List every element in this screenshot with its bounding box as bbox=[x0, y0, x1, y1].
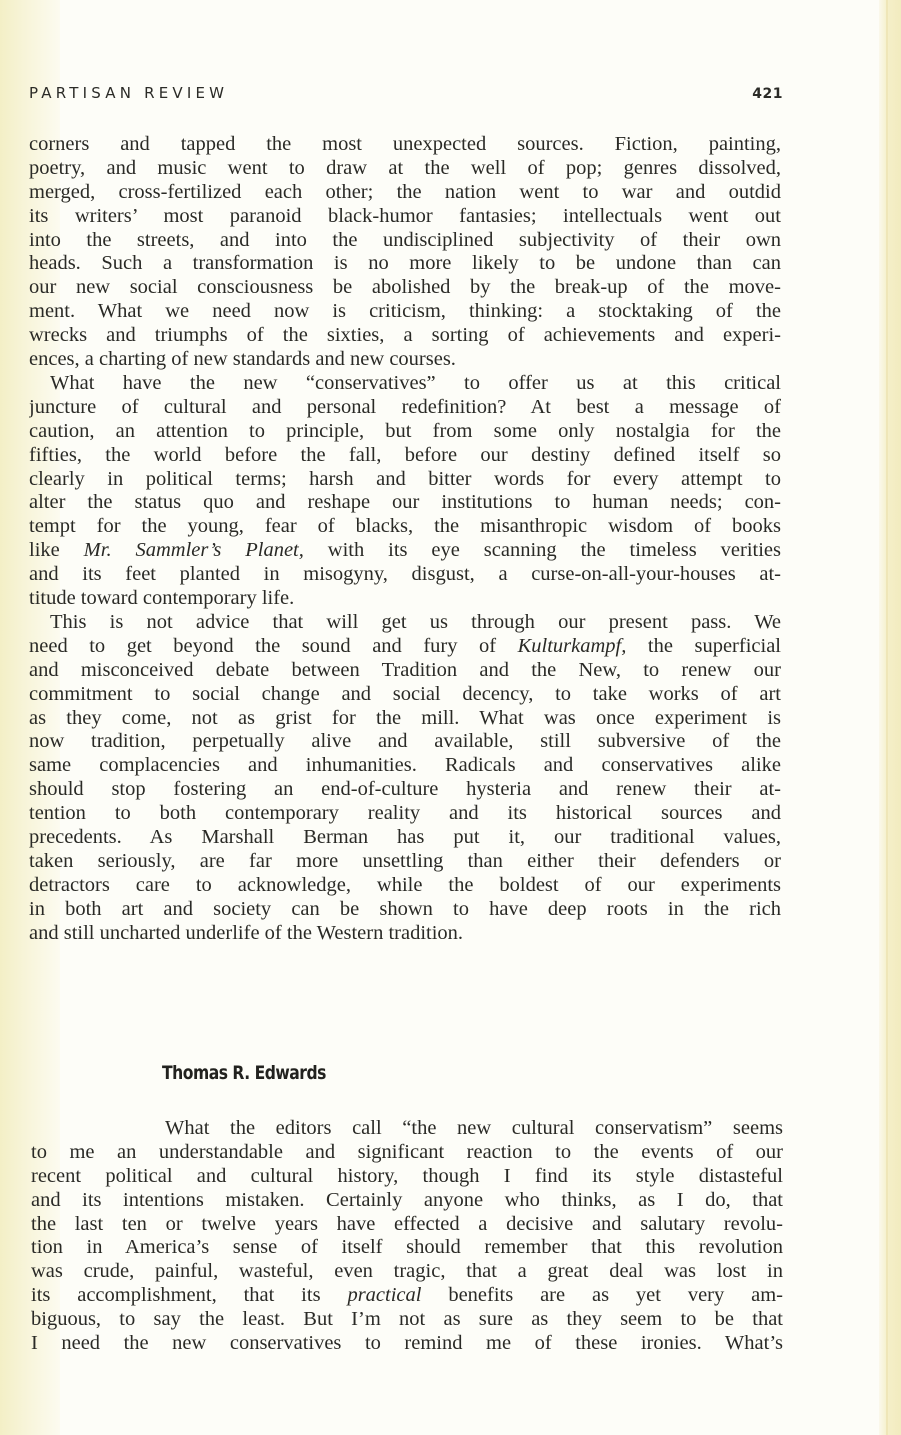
text-line: This is not advice that will get us through our present pass. We bbox=[50, 611, 781, 633]
text-line: to me an understandable and significant reaction to the events of our bbox=[31, 1140, 783, 1163]
text-line: commitment to social change and social decency, to take works of art bbox=[29, 682, 781, 705]
text-line: in both art and society can be shown to have deep roots in the rich bbox=[29, 897, 781, 920]
text-line: same complacencies and inhumanities. Radicals and conservatives alike bbox=[29, 754, 781, 777]
journal-title: PARTISAN REVIEW bbox=[29, 84, 229, 102]
text-line: precedents. As Marshall Berman has put it, our traditional values, bbox=[29, 826, 781, 849]
text-line: What the editors call “the new cultural conservatism” seems bbox=[165, 1117, 783, 1139]
page-edge-shading bbox=[879, 0, 901, 1435]
text-line bbox=[29, 635, 781, 659]
text-line: and its intentions mistaken. Certainly anyone who thinks, as I do, that bbox=[31, 1188, 783, 1211]
text-line: the last ten or twelve years have effected a decisive and salutary revolu- bbox=[31, 1212, 783, 1235]
text-line: caution, an attention to principle, but from some only nostalgia for the bbox=[29, 419, 781, 442]
text-line: What have the new “conservatives” to offer us at this critical bbox=[50, 372, 781, 394]
paragraph-advice bbox=[29, 611, 781, 945]
text-line: I need the new conservatives to remind me of these ironies. What’s bbox=[31, 1332, 783, 1355]
text-line: our new social consciousness be abolished by the break-up of the move- bbox=[29, 276, 781, 299]
text-line: juncture of cultural and personal redefinition? At best a message of bbox=[29, 395, 781, 418]
text-line bbox=[29, 539, 781, 563]
emphasis: practical bbox=[347, 1284, 422, 1307]
text-line: as they come, not as grist for the mill. What was once experiment is bbox=[29, 706, 781, 729]
text-line: and its feet planted in misogyny, disgust, a curse-on-all-your-houses at- bbox=[29, 563, 781, 586]
text-line: detractors care to acknowledge, while the boldest of our experiments bbox=[29, 873, 781, 896]
text-fragment: like bbox=[29, 539, 84, 562]
running-head bbox=[29, 84, 783, 102]
author-heading: Thomas R. Edwards bbox=[162, 1062, 326, 1084]
page-edge-line bbox=[886, 0, 888, 1435]
paragraph-edwards-opening bbox=[31, 1117, 783, 1356]
text-line bbox=[31, 1284, 783, 1308]
text-line: into the streets, and into the undisciplined subjectivity of their own bbox=[29, 228, 781, 251]
text-line: tion in America’s sense of itself should remember that this revolution bbox=[31, 1236, 783, 1259]
text-line: was crude, painful, wasteful, even tragic, that a great deal was lost in bbox=[31, 1260, 783, 1283]
text-line: its writers’ most paranoid black-humor fantasies; intellectuals went out bbox=[29, 204, 781, 227]
text-fragment: its accomplishment, that its bbox=[31, 1284, 348, 1307]
text-line: and still uncharted underlife of the Western tradition. bbox=[29, 921, 464, 944]
text-line: taken seriously, are far more unsettling than either their defenders or bbox=[29, 849, 781, 872]
text-line: biguous, to say the least. But I’m not as sure as they seem to be that bbox=[31, 1308, 783, 1331]
text-line: and misconceived debate between Tradition and the New, to renew our bbox=[29, 658, 781, 681]
foreign-term: Kulturkampf, bbox=[517, 634, 627, 657]
text-line: poetry, and music went to draw at the well of pop; genres dissolved, bbox=[29, 156, 781, 179]
text-line: recent political and cultural history, though I find its style distasteful bbox=[31, 1164, 783, 1187]
text-line: alter the status quo and reshape our institutions to human needs; con- bbox=[29, 491, 781, 514]
text-line: now tradition, perpetually alive and available, still subversive of the bbox=[29, 730, 781, 753]
text-line: titude toward contemporary life. bbox=[29, 587, 295, 610]
paragraph-continued bbox=[29, 133, 781, 372]
text-fragment: the superficial bbox=[626, 634, 781, 657]
text-line: ment. What we need now is criticism, thinking: a stocktaking of the bbox=[29, 300, 781, 323]
book-title: Mr. Sammler’s Planet, bbox=[83, 539, 304, 562]
page-number: 421 bbox=[752, 86, 783, 102]
text-line: tention to both contemporary reality and its historical sources and bbox=[29, 802, 781, 825]
text-line: corners and tapped the most unexpected sources. Fiction, painting, bbox=[29, 133, 781, 155]
text-line: wrecks and triumphs of the sixties, a sorting of achievements and experi- bbox=[29, 324, 781, 347]
text-fragment: with its eye scanning the timeless verities bbox=[303, 539, 781, 562]
text-line: should stop fostering an end-of-culture hysteria and renew their at- bbox=[29, 778, 781, 801]
text-fragment: need to get beyond the sound and fury of bbox=[29, 634, 518, 657]
text-line: clearly in political terms; harsh and bitter words for every attempt to bbox=[29, 467, 781, 490]
text-line: ences, a charting of new standards and new courses. bbox=[29, 348, 456, 371]
text-line: tempt for the young, fear of blacks, the misanthropic wisdom of books bbox=[29, 515, 781, 538]
text-line: fifties, the world before the fall, before our destiny defined itself so bbox=[29, 443, 781, 466]
paragraph-conservatives bbox=[29, 372, 781, 611]
text-line: heads. Such a transformation is no more likely to be undone than can bbox=[29, 252, 781, 275]
text-fragment: benefits are as yet very am- bbox=[421, 1284, 783, 1307]
text-line: merged, cross-fertilized each other; the nation went to war and outdid bbox=[29, 180, 781, 203]
